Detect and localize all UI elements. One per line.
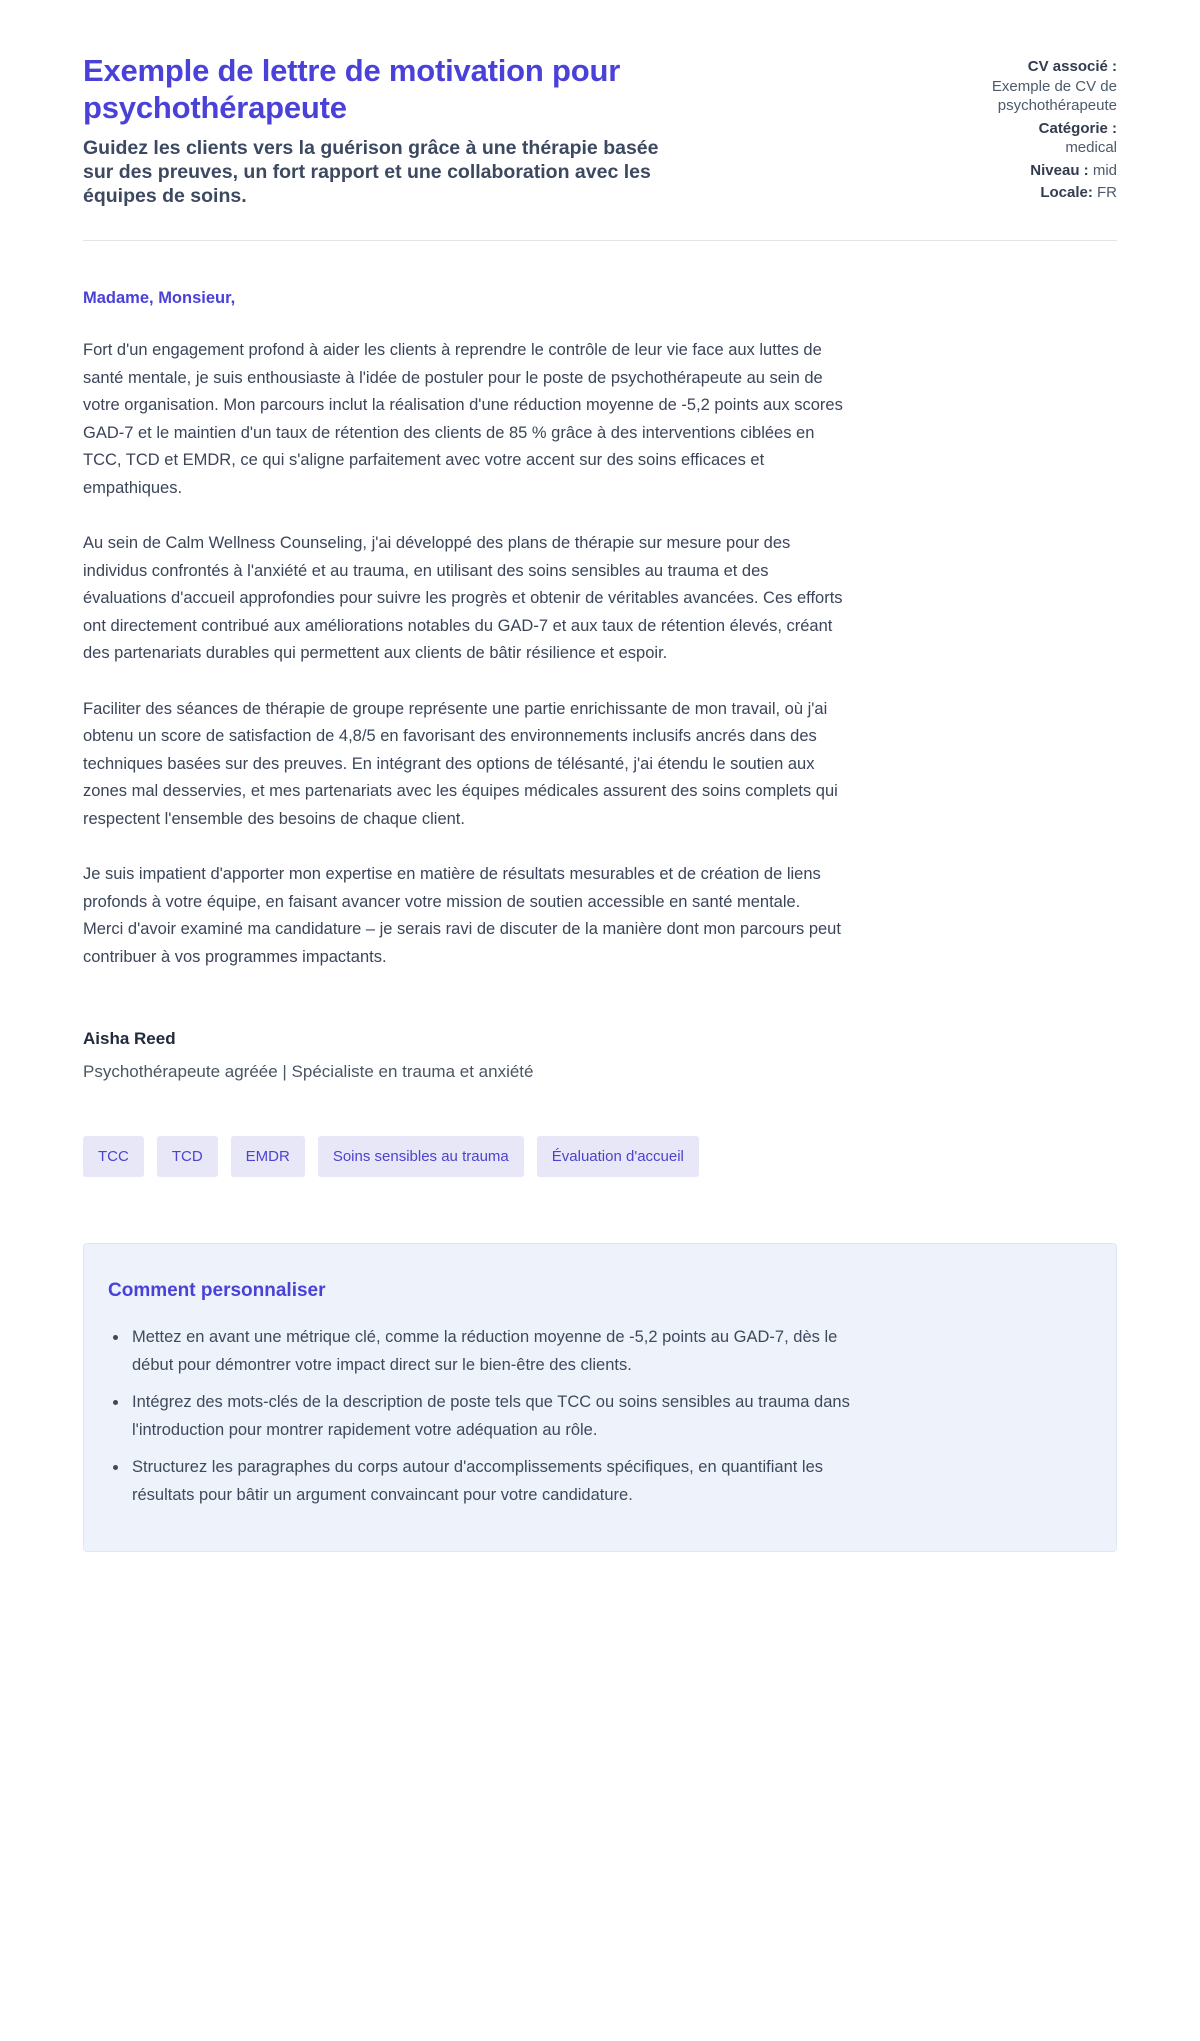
meta-value: Exemple de CV de psychothérapeute (991, 77, 1117, 114)
header-title-block (83, 52, 683, 208)
letter-paragraph: Je suis impatient d'apporter mon expertise en matière de résultats mesurables et de création de liens profonds à votre équipe, en faisant avancer votre mission de soutien accessible en santé mentale. Merci d'avoir examiné ma candidature – je serais ravi de discuter de la manière dont mon parcours peut contribuer à vos programmes impactants. (83, 865, 841, 966)
tip-item: • Intégrez des mots-clés de la description de poste tels que TCC ou soins sensibles au trauma dans l'introduction pour montrer rapidement votre adéquation au rôle. (129, 1389, 850, 1444)
tips-list (108, 1324, 850, 1509)
divider (83, 240, 1117, 241)
tag-chip: TCD (157, 1136, 218, 1177)
meta-label: Locale: (1040, 184, 1093, 201)
letter-body (83, 289, 1117, 1082)
tips-box (83, 1243, 1117, 1552)
tag-chip: EMDR (231, 1136, 305, 1177)
tag-chip: Évaluation d'accueil (537, 1136, 699, 1177)
tip-item: • Mettez en avant une métrique clé, comme la réduction moyenne de -5,2 points au GAD-7, dès le début pour démontrer votre impact direct sur le bien-être des clients. (129, 1324, 850, 1379)
meta-item (917, 119, 1117, 158)
tag-chip: TCC (83, 1136, 144, 1177)
letter-paragraphs (83, 337, 1117, 971)
meta-value: medical (1065, 139, 1117, 156)
letter-paragraph: Fort d'un engagement profond à aider les clients à reprendre le contrôle de leur vie face aux luttes de santé mentale, je suis enthousiaste à l'idée de postuler pour le poste de psychothérapeute au sein de votre organisation. Mon parcours inclut la réalisation d'une réduction moyenne de -5,2 points aux scores GAD-7 et le maintien d'un taux de rétention des clients de 85 % grâce à des interventions ciblées en TCC, TCD et EMDR, ce qui s'aligne parfaitement avec votre accent sur des soins efficaces et empathiques. (83, 341, 843, 497)
page-subtitle: Guidez les clients vers la guérison grâce à une thérapie basée sur des preuves, un fort rapport et une collaboration avec les équipes de soins. (83, 137, 659, 207)
meta-item (917, 183, 1117, 203)
signature (83, 1029, 1117, 1082)
header (83, 52, 1117, 208)
tip-item: • Structurez les paragraphes du corps autour d'accomplissements spécifiques, en quantifiant les résultats pour bâtir un argument convaincant pour votre candidature. (129, 1454, 850, 1509)
tag-list (83, 1136, 1117, 1177)
meta-label: CV associé : (1027, 58, 1117, 75)
meta-item (917, 57, 1117, 116)
page-title: Exemple de lettre de motivation pour psychothérapeute (83, 53, 621, 125)
meta-value: FR (1097, 184, 1117, 201)
tag-chip: Soins sensibles au trauma (318, 1136, 524, 1177)
meta-item (917, 161, 1117, 181)
letter-paragraph: Au sein de Calm Wellness Counseling, j'ai développé des plans de thérapie sur mesure pour des individus confrontés à l'anxiété et au trauma, en utilisant des soins sensibles au trauma et des évaluations d'accueil approfondies pour suivre les progrès et obtenir de véritables avancées. Ces efforts ont directement contribué aux améliorations notables du GAD-7 et aux taux de rétention élevés, créant des partenariats durables qui permettent aux clients de bâtir résilience et espoir. (83, 534, 843, 662)
meta-panel (917, 52, 1117, 206)
letter-paragraph: Faciliter des séances de thérapie de groupe représente une partie enrichissante de mon travail, où j'ai obtenu un score de satisfaction de 4,8/5 en favorisant des environnements inclusifs ancrés dans des techniques basées sur des preuves. En intégrant des options de télésanté, j'ai étendu le soutien aux zones mal desservies, et mes partenariats avec les équipes médicales assurent des soins complets qui respectent l'ensemble des besoins de chaque client. (83, 699, 838, 828)
meta-label: Catégorie : (1038, 119, 1117, 137)
greeting: Madame, Monsieur, (83, 289, 236, 307)
page (83, 0, 1117, 1632)
meta-label: Niveau : (1030, 161, 1089, 179)
tips-title: Comment personnaliser (108, 1280, 326, 1301)
signature-title: Psychothérapeute agréée | Spécialiste en trauma et anxiété (83, 1062, 534, 1081)
signature-name: Aisha Reed (83, 1029, 176, 1048)
meta-value: mid (1092, 161, 1117, 179)
